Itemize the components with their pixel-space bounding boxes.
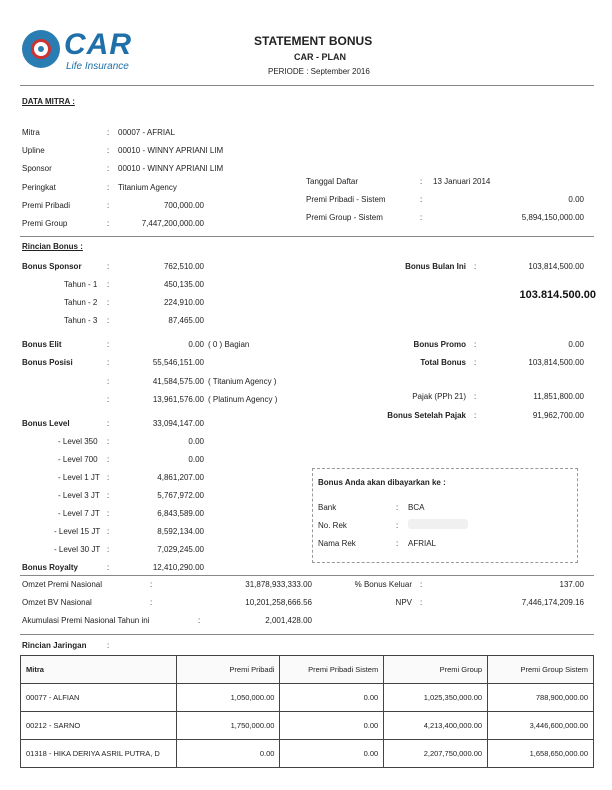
- bonus-sponsor-label: Bonus Sponsor: [22, 262, 82, 271]
- colon: :: [107, 377, 110, 386]
- cell-premi-group: 2,207,750,000.00: [384, 740, 488, 768]
- col-premi-pribadi: Premi Pribadi: [176, 656, 280, 684]
- colon: :: [396, 503, 399, 512]
- akumulasi-label: Akumulasi Premi Nasional Tahun ini: [22, 616, 150, 625]
- bonus-keluar-label: % Bonus Keluar: [354, 580, 412, 589]
- bonus-elit-note: ( 0 ) Bagian: [208, 340, 250, 349]
- table-row: [21, 740, 594, 768]
- colon: :: [107, 146, 110, 155]
- level-value: 0.00: [188, 437, 204, 446]
- level-value: 8,592,134.00: [157, 527, 204, 536]
- payment-title: Bonus Anda akan dibayarkan ke :: [318, 478, 446, 487]
- colon: :: [420, 213, 423, 222]
- total-bonus-value: 103,814,500.00: [528, 358, 584, 367]
- table-header-row: [21, 656, 594, 684]
- data-mitra-title: DATA MITRA :: [22, 97, 75, 106]
- pajak-label: Pajak (PPh 21): [412, 392, 466, 401]
- premi-pribadi-value: 700,000.00: [163, 201, 204, 210]
- cell-premi-group: 1,025,350,000.00: [384, 684, 488, 712]
- tahun-label: Tahun - 3: [64, 316, 98, 325]
- rek-redacted: [408, 519, 468, 529]
- cell-mitra: 00077 - ALFIAN: [21, 684, 177, 712]
- colon: :: [107, 316, 110, 325]
- colon: :: [107, 509, 110, 518]
- level-value: 7,029,245.00: [157, 545, 204, 554]
- bank-value: BCA: [408, 503, 425, 512]
- cell-premi-pribadi: 0.00: [176, 740, 280, 768]
- statement-subtitle: CAR - PLAN: [294, 52, 346, 62]
- bonus-level-value: 33,094,147.00: [152, 419, 204, 428]
- level-label: - Level 350: [58, 437, 98, 446]
- akumulasi-value: 2,001,428.00: [265, 616, 312, 625]
- bonus-promo-value: 0.00: [568, 340, 584, 349]
- colon: :: [107, 563, 110, 572]
- colon: :: [474, 340, 477, 349]
- colon: :: [198, 616, 201, 625]
- omzet-bv-label: Omzet BV Nasional: [22, 598, 92, 607]
- colon: :: [396, 539, 399, 548]
- omzet-premi-value: 31,878,933,333.00: [245, 580, 312, 589]
- pajak-value: 11,851,800.00: [533, 392, 584, 401]
- nama-rek-label: Nama Rek: [318, 539, 356, 548]
- colon: :: [107, 358, 110, 367]
- bonus-royalty-value: 12,410,290.00: [152, 563, 204, 572]
- premi-group-label: Premi Group: [22, 219, 68, 228]
- colon: :: [474, 262, 477, 271]
- tahun-value: 450,135.00: [163, 280, 204, 289]
- cell-premi-group: 4,213,400,000.00: [384, 712, 488, 740]
- colon: :: [150, 598, 153, 607]
- colon: :: [474, 358, 477, 367]
- tahun-value: 224,910.00: [163, 298, 204, 307]
- col-premi-group: Premi Group: [384, 656, 488, 684]
- cell-premi-group-sistem: 1,658,650,000.00: [488, 740, 594, 768]
- posisi-sub-note: ( Titanium Agency ): [208, 377, 277, 386]
- cell-premi-pribadi-sistem: 0.00: [280, 684, 384, 712]
- tahun-label: Tahun - 2: [64, 298, 98, 307]
- bonus-bulan-ini-value: 103,814,500.00: [528, 262, 584, 271]
- colon: :: [420, 580, 423, 589]
- premi-group-sistem-label: Premi Group - Sistem: [306, 213, 383, 222]
- posisi-sub-note: ( Platinum Agency ): [208, 395, 278, 404]
- colon: :: [107, 395, 110, 404]
- colon: :: [107, 183, 110, 192]
- rincian-bonus-title: Rincian Bonus :: [22, 242, 83, 251]
- sponsor-label: Sponsor: [22, 164, 52, 173]
- jaringan-table: [20, 655, 594, 768]
- cell-premi-group-sistem: 3,446,600,000.00: [488, 712, 594, 740]
- tahun-label: Tahun - 1: [64, 280, 98, 289]
- upline-label: Upline: [22, 146, 45, 155]
- upline-value: 00010 - WINNY APRIANI LIM: [118, 146, 224, 155]
- peringkat-label: Peringkat: [22, 183, 56, 192]
- level-value: 5,767,972.00: [157, 491, 204, 500]
- cell-premi-pribadi: 1,050,000.00: [176, 684, 280, 712]
- premi-pribadi-sistem-label: Premi Pribadi - Sistem: [306, 195, 386, 204]
- level-label: - Level 1 JT: [58, 473, 100, 482]
- cell-premi-pribadi-sistem: 0.00: [280, 740, 384, 768]
- colon: :: [396, 521, 399, 530]
- omzet-premi-label: Omzet Premi Nasional: [22, 580, 103, 589]
- table-row: [21, 684, 594, 712]
- cell-premi-pribadi: 1,750,000.00: [176, 712, 280, 740]
- colon: :: [107, 641, 110, 650]
- bonus-level-label: Bonus Level: [22, 419, 70, 428]
- col-mitra: Mitra: [21, 656, 177, 684]
- colon: :: [150, 580, 153, 589]
- col-premi-pribadi-sistem: Premi Pribadi Sistem: [280, 656, 384, 684]
- colon: :: [107, 280, 110, 289]
- logo-subtitle: Life Insurance: [66, 61, 129, 72]
- total-bonus-label: Total Bonus: [420, 358, 466, 367]
- colon: :: [107, 298, 110, 307]
- bonus-setelah-pajak-label: Bonus Setelah Pajak: [387, 411, 466, 420]
- mitra-value: 00007 - AFRIAL: [118, 128, 175, 137]
- colon: :: [107, 128, 110, 137]
- level-value: 6,843,589.00: [157, 509, 204, 518]
- logo-text: CAR: [64, 28, 132, 61]
- colon: :: [107, 164, 110, 173]
- npv-label: NPV: [395, 598, 412, 607]
- colon: :: [107, 262, 110, 271]
- nama-rek-value: AFRIAL: [408, 539, 437, 548]
- level-value: 0.00: [188, 455, 204, 464]
- table-row: [21, 712, 594, 740]
- mitra-label: Mitra: [22, 128, 40, 137]
- colon: :: [107, 491, 110, 500]
- bonus-elit-value: 0.00: [188, 340, 204, 349]
- tanggal-daftar-value: 13 Januari 2014: [433, 177, 491, 186]
- colon: :: [474, 411, 477, 420]
- colon: :: [420, 177, 423, 186]
- peringkat-value: Titanium Agency: [118, 183, 177, 192]
- periode: PERIODE : September 2016: [268, 67, 370, 76]
- bonus-bulan-ini-label: Bonus Bulan Ini: [405, 262, 466, 271]
- tahun-value: 87,465.00: [168, 316, 204, 325]
- colon: :: [420, 598, 423, 607]
- level-label: - Level 7 JT: [58, 509, 100, 518]
- level-label: - Level 30 JT: [54, 545, 101, 554]
- statement-title: STATEMENT BONUS: [254, 34, 373, 48]
- cell-mitra: 00212 - SARNO: [21, 712, 177, 740]
- premi-group-sistem-value: 5,894,150,000.00: [521, 213, 584, 222]
- bonus-posisi-value: 55,546,151.00: [152, 358, 204, 367]
- cell-mitra: 01318 - HIKA DERIYA ASRIL PUTRA, D: [21, 740, 177, 768]
- sponsor-value: 00010 - WINNY APRIANI LIM: [118, 164, 224, 173]
- level-label: - Level 15 JT: [54, 527, 101, 536]
- colon: :: [420, 195, 423, 204]
- posisi-sub-value: 41,584,575.00: [152, 377, 204, 386]
- posisi-sub-value: 13,961,576.00: [152, 395, 204, 404]
- bonus-posisi-label: Bonus Posisi: [22, 358, 73, 367]
- bonus-promo-label: Bonus Promo: [413, 340, 466, 349]
- level-value: 4,861,207.00: [157, 473, 204, 482]
- bonus-elit-label: Bonus Elit: [22, 340, 62, 349]
- rincian-jaringan-title: Rincian Jaringan: [22, 641, 87, 650]
- premi-pribadi-label: Premi Pribadi: [22, 201, 71, 210]
- tanggal-daftar-label: Tanggal Daftar: [306, 177, 359, 186]
- rek-label: No. Rek: [318, 521, 347, 530]
- colon: :: [107, 527, 110, 536]
- colon: :: [107, 419, 110, 428]
- cell-premi-group-sistem: 788,900,000.00: [488, 684, 594, 712]
- premi-group-value: 7,447,200,000.00: [141, 219, 204, 228]
- big-total: 103.814.500.00: [519, 289, 596, 301]
- level-label: - Level 3 JT: [58, 491, 100, 500]
- bonus-keluar-value: 137.00: [559, 580, 584, 589]
- bonus-sponsor-value: 762,510.00: [163, 262, 204, 271]
- premi-pribadi-sistem-value: 0.00: [568, 195, 584, 204]
- npv-value: 7,446,174,209.16: [521, 598, 584, 607]
- colon: :: [107, 437, 110, 446]
- level-label: - Level 700: [58, 455, 98, 464]
- colon: :: [107, 201, 110, 210]
- omzet-bv-value: 10,201,258,666.56: [245, 598, 312, 607]
- bank-label: Bank: [318, 503, 337, 512]
- cell-premi-pribadi-sistem: 0.00: [280, 712, 384, 740]
- colon: :: [107, 455, 110, 464]
- colon: :: [107, 340, 110, 349]
- car-logo-icon: [22, 30, 60, 68]
- bonus-royalty-label: Bonus Royalty: [22, 563, 79, 572]
- colon: :: [107, 219, 110, 228]
- colon: :: [107, 545, 110, 554]
- bonus-setelah-pajak-value: 91,962,700.00: [532, 411, 584, 420]
- col-premi-group-sistem: Premi Group Sistem: [488, 656, 594, 684]
- colon: :: [474, 392, 477, 401]
- colon: :: [107, 473, 110, 482]
